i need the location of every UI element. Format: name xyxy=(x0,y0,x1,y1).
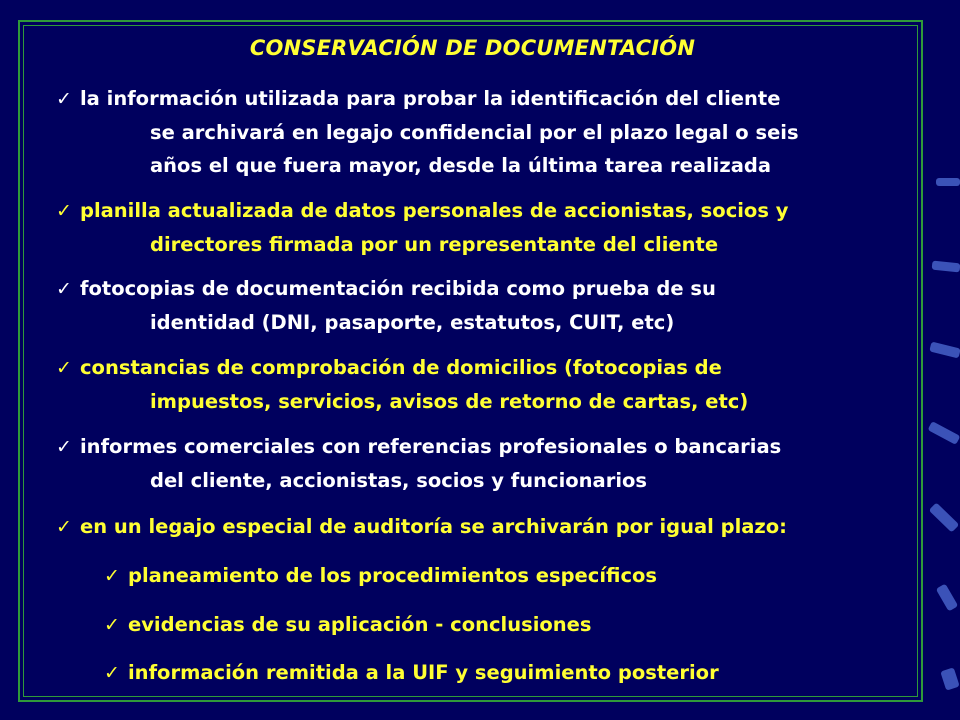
checkmark-icon: ✓ xyxy=(104,565,120,587)
sub-bullet-item: ✓ planeamiento de los procedimientos específicos xyxy=(104,559,960,593)
bullet-item: ✓ fotocopias de documentación recibida como prueba de su identidad (DNI, pasaporte, estatutos, CUIT, etc) xyxy=(56,272,926,339)
bullet-item: ✓ en un legajo especial de auditoría se archivarán por igual plazo: xyxy=(56,510,926,544)
sub-bullet-item: ✓ información remitida a la UIF y seguimiento posterior xyxy=(104,656,960,690)
checkmark-icon: ✓ xyxy=(56,516,72,538)
bullet-item: ✓ la información utilizada para probar la identificación del cliente se archivará en legajo confidencial por el plazo legal o seis años el que fuera mayor, desde la última tarea realizada xyxy=(56,82,926,182)
bullet-item: ✓ constancias de comprobación de domicilios (fotocopias de impuestos, servicios, avisos de retorno de cartas, etc) xyxy=(56,351,926,418)
sub-bullet-item: ✓ evidencias de su aplicación - conclusiones xyxy=(104,608,960,642)
decor-stroke xyxy=(929,342,960,359)
bullet-item: ✓ planilla actualizada de datos personales de accionistas, socios y directores firmada por un representante del cliente xyxy=(56,194,926,261)
content-frame xyxy=(18,20,923,702)
decor-stroke xyxy=(929,502,960,532)
checkmark-icon: ✓ xyxy=(104,662,120,684)
checkmark-icon: ✓ xyxy=(56,88,72,110)
decor-stroke xyxy=(928,421,960,445)
decor-stroke xyxy=(936,178,960,186)
checkmark-icon: ✓ xyxy=(56,357,72,379)
slide-title: CONSERVACIÓN DE DOCUMENTACIÓN xyxy=(249,36,696,60)
checkmark-icon: ✓ xyxy=(104,614,120,636)
checkmark-icon: ✓ xyxy=(56,200,72,222)
checkmark-icon: ✓ xyxy=(56,436,72,458)
decor-stroke xyxy=(932,261,960,273)
checkmark-icon: ✓ xyxy=(56,278,72,300)
bullet-item: ✓ informes comerciales con referencias profesionales o bancarias del cliente, accionistas, socios y funcionarios xyxy=(56,430,926,497)
